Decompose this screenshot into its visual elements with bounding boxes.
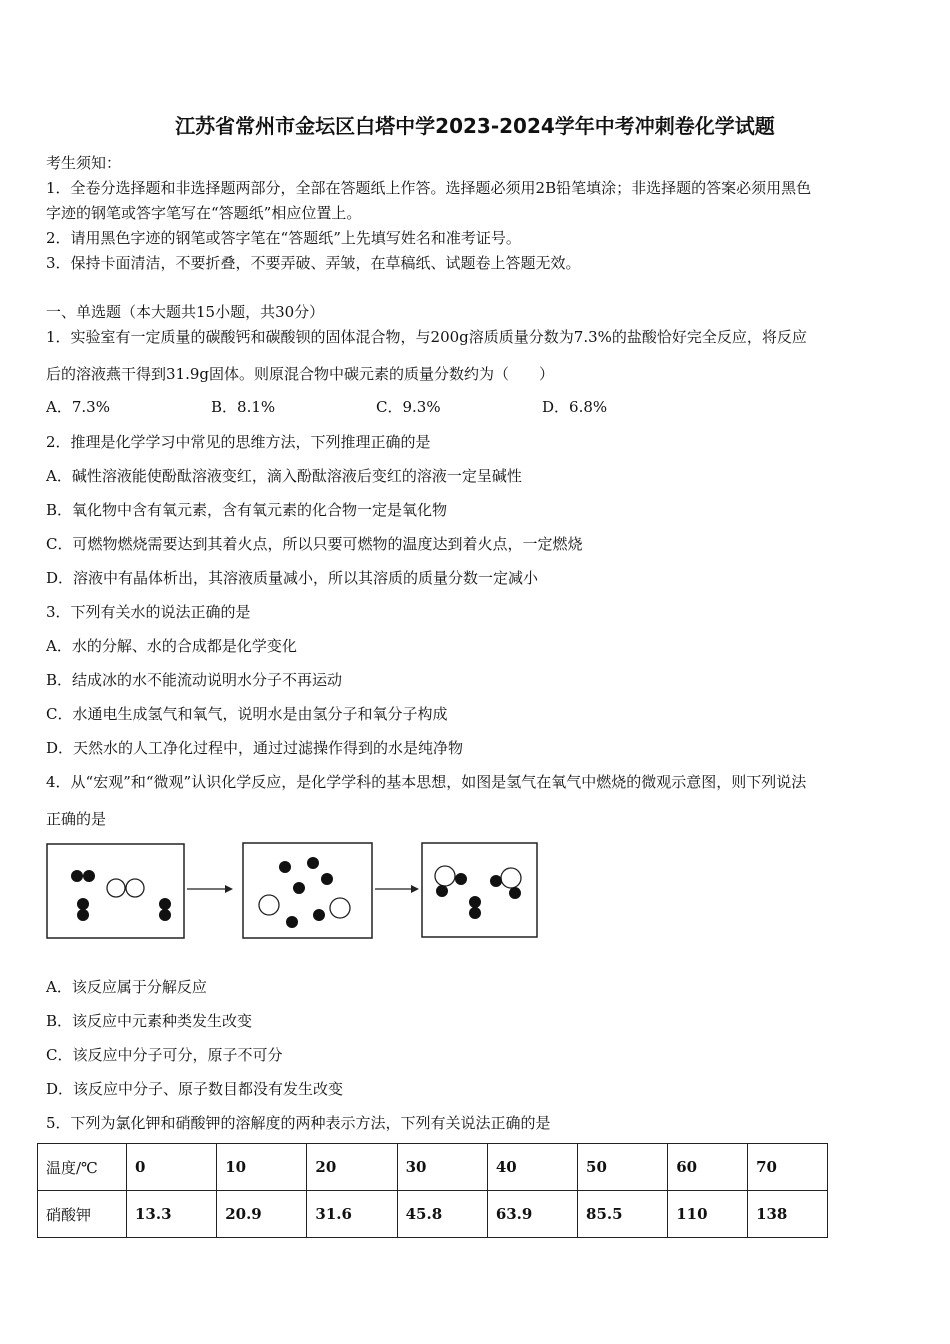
q2-option-a: A．碱性溶液能使酚酞溶液变红，滴入酚酞溶液后变红的溶液一定呈碱性 — [46, 467, 522, 485]
section-heading: 一、单选题（本大题共15小题，共30分） — [46, 303, 325, 321]
q1-stem-line1: 1．实验室有一定质量的碳酸钙和碳酸钡的固体混合物，与200g溶质质量分数为7.3%的盐酸恰好完全反应，将反应 — [46, 328, 807, 346]
page-title: 江苏省常州市金坛区白塔中学2023-2024学年中考冲刺卷化学试题 — [175, 114, 775, 138]
solubility-cell: 85.5 — [578, 1191, 668, 1238]
q2-option-b: B．氧化物中含有氧元素，含有氧元素的化合物一定是氧化物 — [46, 501, 448, 519]
q4-option-d: D．该反应中分子、原子数目都没有发生改变 — [46, 1080, 344, 1098]
q2-stem: 2．推理是化学学习中常见的思维方法，下列推理正确的是 — [46, 433, 431, 451]
row-label-cell: 硝酸钾 — [38, 1191, 127, 1238]
solubility-cell: 13.3 — [127, 1191, 217, 1238]
arrow-1 — [187, 885, 233, 893]
q4-stem-line2: 正确的是 — [46, 810, 107, 828]
notice-item: 字迹的钢笔或答字笔写在“答题纸”相应位置上。 — [46, 204, 362, 222]
q1-option-d: D．6.8% — [542, 398, 608, 416]
notice-item: 1．全卷分选择题和非选择题两部分，全部在答题纸上作答。选择题必须用2B铅笔填涂；非选择题的答案必须用黑色 — [46, 179, 812, 197]
solubility-cell: 31.6 — [307, 1191, 397, 1238]
q2-option-d: D．溶液中有晶体析出，其溶液质量减小，所以其溶质的质量分数一定减小 — [46, 569, 539, 587]
q5-stem: 5．下列为氯化钾和硝酸钾的溶解度的两种表示方法，下列有关说法正确的是 — [46, 1114, 551, 1132]
notice-heading: 考生须知： — [46, 154, 122, 172]
solubility-cell: 45.8 — [397, 1191, 487, 1238]
q4-option-c: C．该反应中分子可分，原子不可分 — [46, 1046, 283, 1064]
reaction-microscopic-diagram — [40, 838, 550, 944]
q3-option-a: A．水的分解、水的合成都是化学变化 — [46, 637, 297, 655]
q4-option-a: A．该反应属于分解反应 — [46, 978, 207, 996]
temperature-cell: 30 — [397, 1144, 487, 1191]
table-row — [38, 1144, 828, 1191]
q3-stem: 3．下列有关水的说法正确的是 — [46, 603, 251, 621]
solubility-cell: 110 — [668, 1191, 748, 1238]
q3-option-b: B．结成冰的水不能流动说明水分子不再运动 — [46, 671, 343, 689]
q2-option-c: C．可燃物燃烧需要达到其着火点，所以只要可燃物的温度达到着火点，一定燃烧 — [46, 535, 583, 553]
q1-option-c: C．9.3% — [376, 398, 441, 416]
solubility-table — [37, 1143, 828, 1238]
solubility-cell: 138 — [748, 1191, 828, 1238]
atoms-box — [243, 843, 372, 938]
notice-item: 3．保持卡面清洁，不要折叠，不要弄破、弄皱，在草稿纸、试题卷上答题无效。 — [46, 254, 581, 272]
solubility-cell: 20.9 — [217, 1191, 307, 1238]
reactants-box — [47, 844, 184, 938]
temperature-cell: 70 — [748, 1144, 828, 1191]
temperature-cell: 20 — [307, 1144, 397, 1191]
temperature-cell: 60 — [668, 1144, 748, 1191]
arrow-2 — [375, 885, 419, 893]
q4-option-b: B．该反应中元素种类发生改变 — [46, 1012, 253, 1030]
q1-stem-line2: 后的溶液燕干得到31.9g固体。则原混合物中碳元素的质量分数约为（ ） — [46, 365, 555, 383]
temperature-cell: 40 — [487, 1144, 577, 1191]
q1-option-a: A．7.3% — [46, 398, 110, 416]
notice-item: 2．请用黑色字迹的钢笔或答字笔在“答题纸”上先填写姓名和准考证号。 — [46, 229, 521, 247]
solubility-cell: 63.9 — [487, 1191, 577, 1238]
q3-option-c: C．水通电生成氢气和氧气，说明水是由氢分子和氧分子构成 — [46, 705, 448, 723]
q4-stem-line1: 4．从“宏观”和“微观”认识化学反应，是化学学科的基本思想，如图是氢气在氧气中燃烧的微观示意图，则下列说法 — [46, 773, 807, 791]
q3-option-d: D．天然水的人工净化过程中，通过过滤操作得到的水是纯净物 — [46, 739, 464, 757]
header-label-cell: 温度/℃ — [38, 1144, 127, 1191]
products-box — [422, 843, 537, 937]
temperature-cell: 10 — [217, 1144, 307, 1191]
temperature-cell: 50 — [578, 1144, 668, 1191]
temperature-cell: 0 — [127, 1144, 217, 1191]
table-row — [38, 1191, 828, 1238]
q1-option-b: B．8.1% — [211, 398, 276, 416]
